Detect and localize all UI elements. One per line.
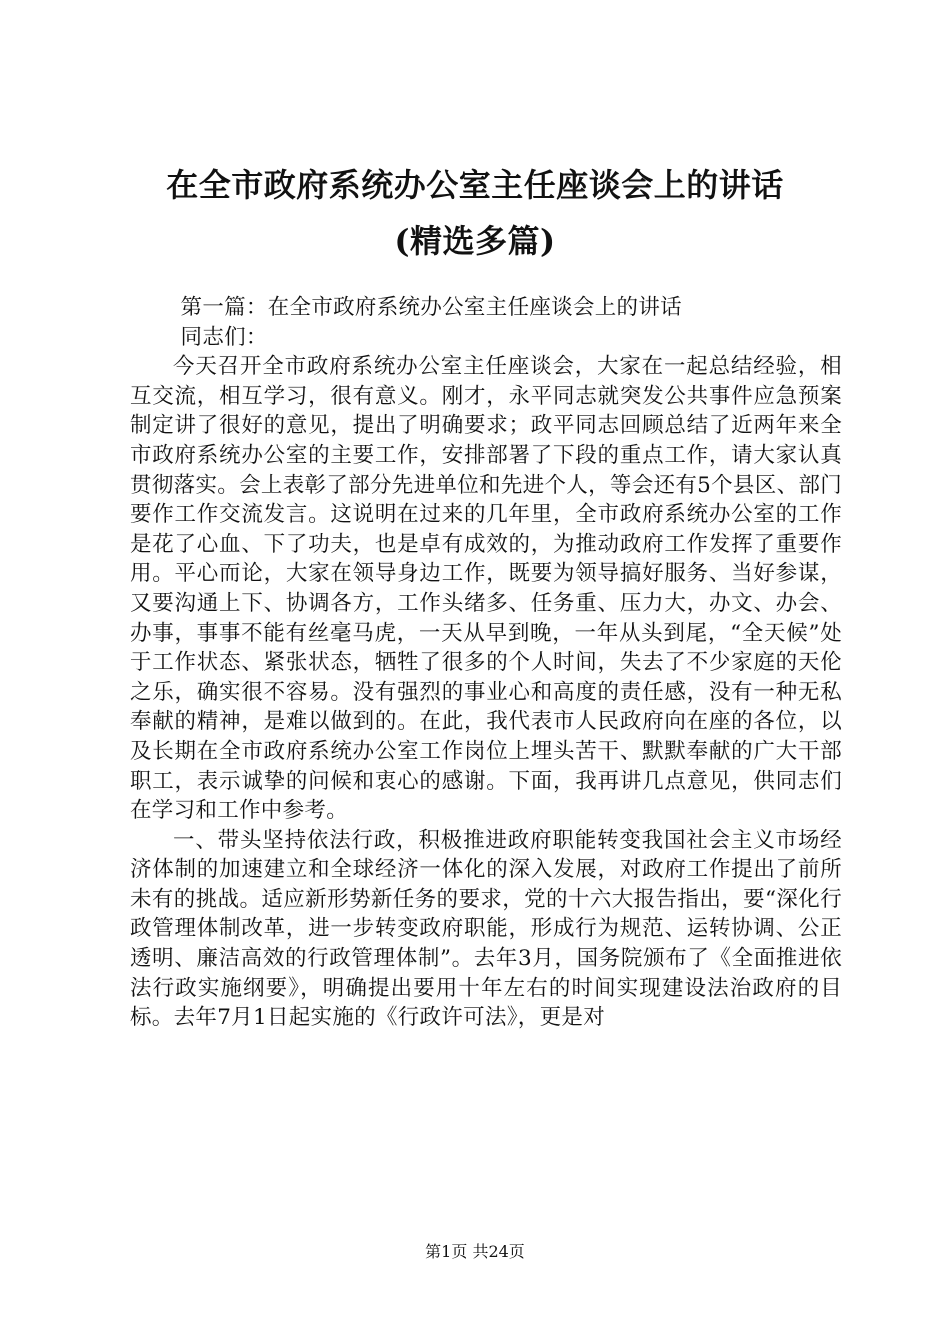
document-body bbox=[130, 293, 842, 1033]
document-subtitle: (精选多篇) bbox=[394, 222, 556, 260]
body-paragraph: 今天召开全市政府系统办公室主任座谈会，大家在一起总结经验，相互交流，相互学习，很有意义。刚才，永平同志就突发公共事件应急预案制定讲了很好的意见，提出了明确要求；政平同志回顾总结了近两年来全市政府系统办公室的主要工作，安排部署了下段的重点工作，请大家认真贯彻落实。会上表彰了部分先进单位和先进个人，等会还有5个县区、部门要作工作交流发言。这说明在过来的几年里，全市政府系统办公室的工作是花了心血、下了功夫，也是卓有成效的，为推动政府工作发挥了重要作用。平心而论，大家在领导身边工作，既要为领导搞好服务、当好参谋，又要沟通上下、协调各方，工作头绪多、任务重、压力大，办文、办会、办事，事事不能有丝毫马虎，一天从早到晚，一年从头到尾，“全天候”处于工作状态、紧张状态，牺牲了很多的个人时间，失去了不少家庭的天伦之乐，确实很不容易。没有强烈的事业心和高度的责任感，没有一种无私奉献的精神，是难以做到的。在此，我代表市人民政府向在座的各位，以及长期在全市政府系统办公室工作岗位上埋头苦干、默默奉献的广大干部职工，表示诚挚的问候和衷心的感谢。下面，我再讲几点意见，供同志们在学习和工作中参考。 bbox=[130, 354, 842, 824]
page-number-footer: 第1页 共24页 bbox=[425, 1242, 525, 1261]
section-heading: 第一篇：在全市政府系统办公室主任座谈会上的讲话 bbox=[180, 295, 682, 320]
salutation: 同志们： bbox=[180, 324, 268, 350]
document-title: 在全市政府系统办公室主任座谈会上的讲话 bbox=[166, 166, 784, 204]
body-paragraph: 一、带头坚持依法行政，积极推进政府职能转变我国社会主义市场经济体制的加速建立和全球经济一体化的深入发展，对政府工作提出了前所未有的挑战。适应新形势新任务的要求，党的十六大报告指出，要“深化行政管理体制改革，进一步转变政府职能，形成行为规范、运转协调、公正透明、廉洁高效的行政管理体制”。去年3月，国务院颁布了《全面推进依法行政实施纲要》，明确提出要用十年左右的时间实现建设法治政府的目标。去年7月1日起实施的《行政许可法》，更是对 bbox=[130, 827, 842, 1031]
